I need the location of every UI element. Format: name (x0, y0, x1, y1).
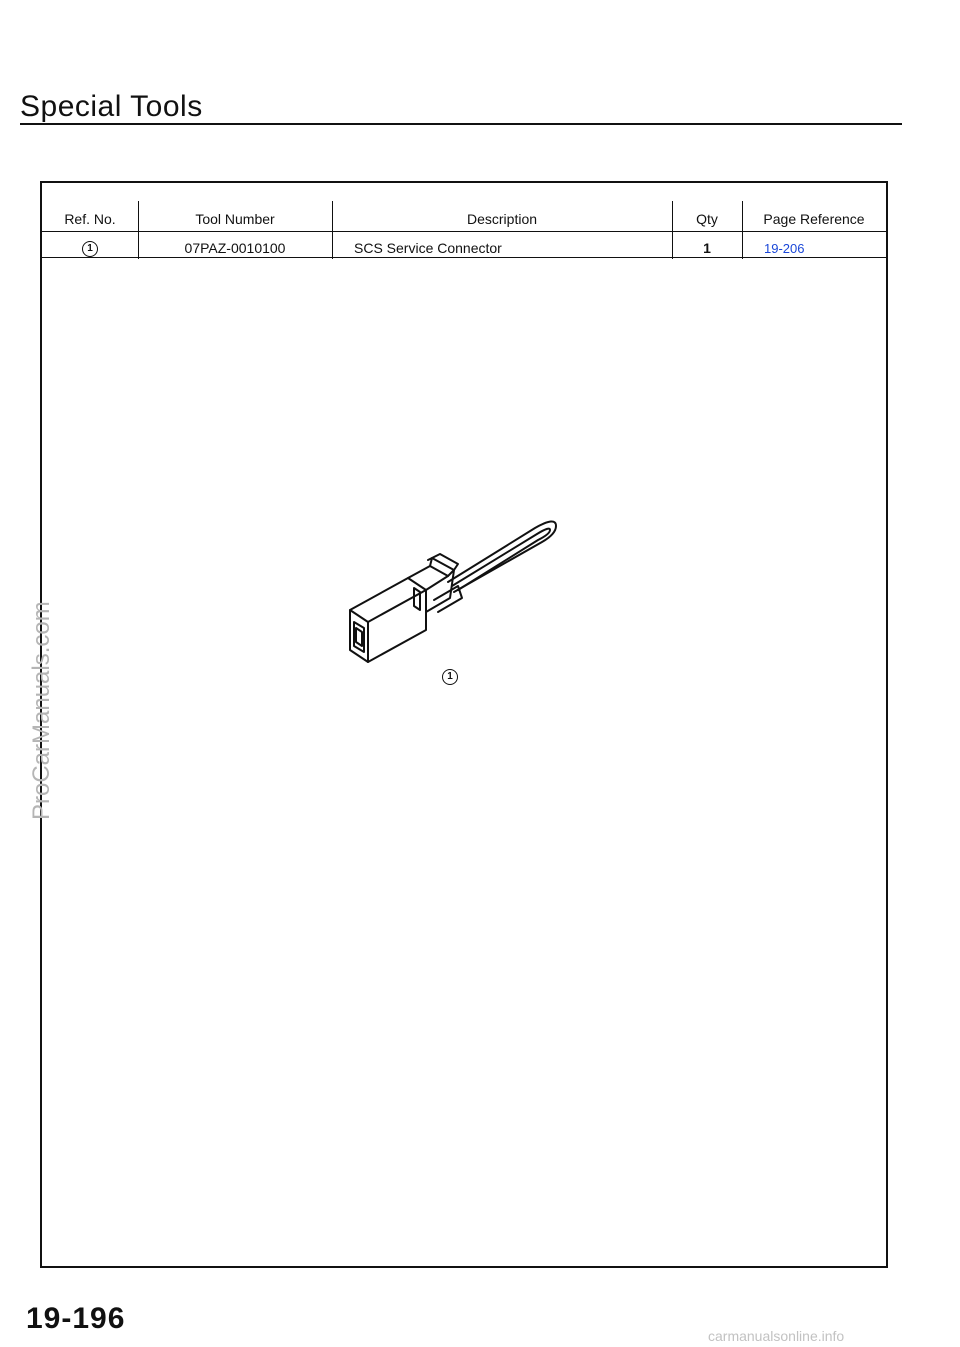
row-qty: 1 (703, 240, 711, 256)
scs-service-connector-illustration (330, 500, 570, 680)
header-qty: Qty (696, 211, 718, 227)
side-watermark: ProCarManuals.com (28, 601, 55, 820)
table-row (42, 237, 886, 259)
column-divider (138, 201, 139, 259)
page-title: Special Tools (20, 90, 203, 124)
row-page-reference (742, 240, 886, 256)
tool-table-frame (40, 181, 888, 1268)
row-ref-no (42, 239, 138, 256)
page-number: 19-196 (26, 1302, 126, 1335)
title-rule (20, 123, 902, 125)
column-divider (672, 201, 673, 259)
header-page-reference: Page Reference (763, 211, 865, 227)
header-description: Description (466, 211, 538, 227)
row-description: SCS Service Connector (354, 240, 502, 256)
footer-watermark: carmanualsonline.info (708, 1328, 845, 1344)
header-ref-no: Ref. No. (64, 211, 116, 227)
illustration-callout (442, 668, 458, 686)
header-divider (42, 231, 886, 232)
callout-circle-number: 1 (442, 669, 458, 685)
column-divider (742, 201, 743, 259)
row-tool-number: 07PAZ-0010100 (184, 240, 286, 256)
ref-circle-number: 1 (82, 241, 98, 257)
page-reference-link[interactable]: 19-206 (764, 241, 805, 256)
header-tool-number: Tool Number (195, 211, 275, 227)
column-divider (332, 201, 333, 259)
row-divider (42, 257, 886, 258)
